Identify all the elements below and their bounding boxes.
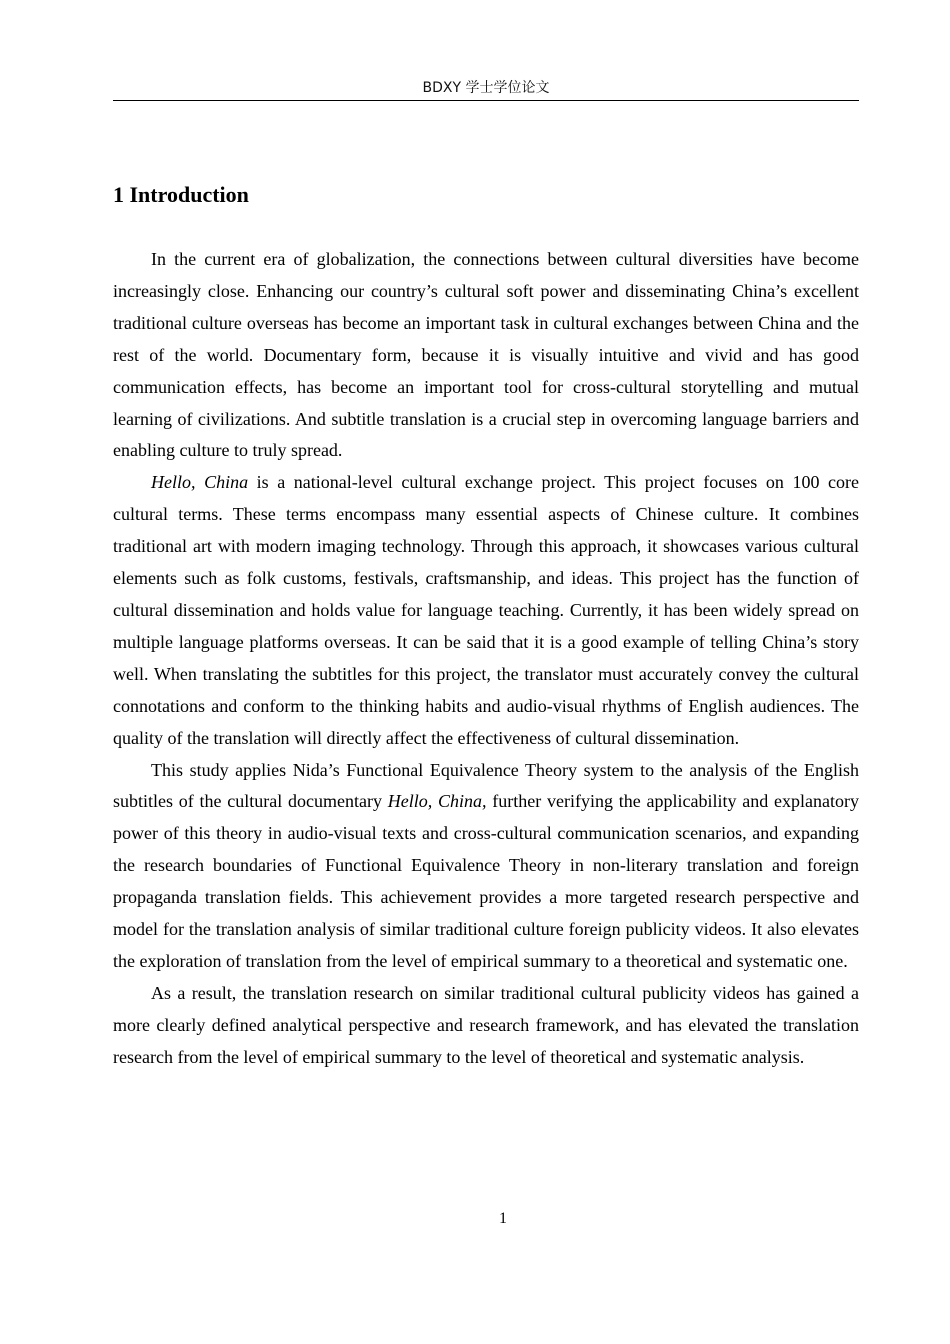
paragraph-1 <box>113 244 859 467</box>
section-heading: 1 Introduction <box>113 182 249 207</box>
documentary-title: Hello, China, <box>387 791 487 812</box>
body-text <box>113 244 859 1074</box>
paragraph-4-text: As a result, the translation research on similar traditional cultural publicity videos has gained a more clearly defined analytical perspective and research framework, and has elevated the translation research from the level of empirical summary to the level of theoretical and systematic analysis. <box>113 982 859 1067</box>
paragraph-4 <box>113 978 859 1074</box>
documentary-title: Hello, China <box>151 472 249 493</box>
paragraph-3-text-before: This study applies Nida’s Functional Equivalence Theory system to the analysis of the English subtitles of the cultural documentary <box>113 759 859 812</box>
running-header: BDXY 学士学位论文 <box>422 80 550 96</box>
paragraph-3-text-after: further verifying the applicability and explanatory power of this theory in audio-visual texts and cross-cultural communication scenarios, and expanding the research boundaries of Functional Equivalence Theory in non-literary translation and foreign propaganda translation fields. This achievement provides a more targeted research perspective and model for the translation analysis of similar traditional culture foreign publicity videos. It also elevates the exploration of translation from the level of empirical summary to a theoretical and systematic one. <box>113 791 859 971</box>
paragraph-3 <box>113 755 859 978</box>
paragraph-2 <box>113 467 859 754</box>
paragraph-1-text: In the current era of globalization, the connections between cultural diversities have become increasingly close. Enhancing our country’s cultural soft power and disseminating China’s excellent traditional culture overseas has become an important task in cultural exchanges between China and the rest of the world. Documentary form, because it is visually intuitive and vivid and has good communication effects, has become an important tool for cross-cultural storytelling and mutual learning of civilizations. And subtitle translation is a crucial step in overcoming language barriers and enabling culture to truly spread. <box>113 249 859 461</box>
header-rule <box>113 100 859 101</box>
page-number: 1 <box>499 1210 507 1227</box>
paragraph-2-text: is a national-level cultural exchange project. This project focuses on 100 core cultural terms. These terms encompass many essential aspects of Chinese culture. It combines traditional art with modern imaging technology. Through this approach, it showcases various cultural elements such as folk customs, festivals, craftsmanship, and ideas. This project has the function of cultural dissemination and holds value for language teaching. Currently, it has been widely spread on multiple language platforms overseas. It can be said that it is a good example of telling China’s story well. When translating the subtitles for this project, the translator must accurately convey the cultural connotations and conform to the thinking habits and audio-visual rhythms of English audiences. The quality of the translation will directly affect the effectiveness of cultural dissemination. <box>113 472 859 748</box>
